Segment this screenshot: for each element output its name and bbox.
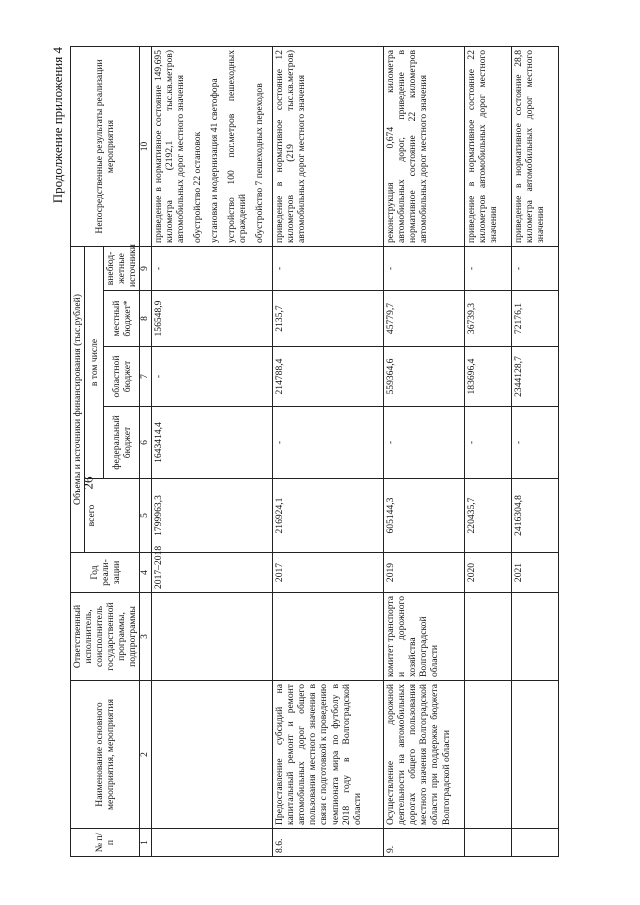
cell-federal: -	[273, 407, 384, 479]
cell-local: 36739,3	[465, 291, 512, 347]
cell-executor	[152, 593, 273, 681]
column-number-row	[140, 46, 152, 856]
cell-no	[152, 829, 273, 857]
cell-federal: -	[384, 407, 465, 479]
table-row	[384, 46, 465, 856]
cell-year: 2019	[384, 553, 465, 593]
header-funding: Объемы и источники финансирования (тыс.рублей)	[71, 246, 85, 552]
page-number: 26	[80, 476, 96, 490]
cell-executor	[273, 593, 384, 681]
cell-local: 72176,1	[512, 291, 559, 347]
cell-local: 156548,9	[152, 291, 273, 347]
cell-total: 220435,7	[465, 479, 512, 553]
column-number: 4	[140, 553, 152, 593]
cell-results	[512, 46, 559, 246]
cell-results	[273, 46, 384, 246]
column-number: 5	[140, 479, 152, 553]
cell-regional: 214788,4	[273, 347, 384, 407]
result-item: приведение в нормативное состояние 28,8 километра автомобильных дорог местного значения	[513, 49, 547, 243]
cell-year: 2021	[512, 553, 559, 593]
header-local: местный бюджет*	[104, 291, 140, 347]
column-number: 7	[140, 347, 152, 407]
result-item: реконструкция 0,674 километра автомобильных дорог, приведение в нормативное состояние 22 километров автомобильных дорог местного значения	[385, 49, 430, 243]
cell-federal: 1643414,4	[152, 407, 273, 479]
header-regional: областной бюджет	[104, 347, 140, 407]
header-total: всего	[85, 479, 140, 553]
result-item: приведение в нормативное состояние 149,695 километра (2192,1 тыс.кв.метров) автомобильных дорог местного значения	[153, 49, 187, 243]
cell-total: 216924,1	[273, 479, 384, 553]
header-year: Год реали-зации	[71, 553, 140, 593]
column-number: 8	[140, 291, 152, 347]
cell-year: 2017–2018	[152, 553, 273, 593]
header-row-1	[71, 46, 85, 856]
cell-results	[465, 46, 512, 246]
cell-total: 1799963,3	[152, 479, 273, 553]
cell-name: Осуществление дорожной деятельности на автомобильных дорогах общего пользования местного значения Волгоградской области при поддержке бюджета Волгоградской области	[384, 681, 465, 829]
table-row	[512, 46, 559, 856]
cell-year: 2017	[273, 553, 384, 593]
rotated-page	[50, 47, 590, 857]
column-number: 2	[140, 681, 152, 829]
result-item: установка и модернизация 41 светофора	[209, 78, 221, 243]
cell-year: 2020	[465, 553, 512, 593]
cell-executor	[465, 593, 512, 681]
cell-extra: -	[384, 246, 465, 290]
activities-table	[70, 46, 559, 857]
column-number: 1	[140, 829, 152, 857]
result-item: приведение в нормативное состояние 22 километров автомобильных дорог местного значения	[466, 49, 500, 243]
cell-name	[512, 681, 559, 829]
cell-no: 8.6.	[273, 829, 384, 857]
column-number: 10	[140, 46, 152, 246]
cell-name: Предоставление субсидий на капитальный ремонт и ремонт автомобильных дорог общего пользования местного значения в связи с подготовкой к проведению чемпионата мира по футболу в 2018 году в Волгоградской области	[273, 681, 384, 829]
cell-executor	[512, 593, 559, 681]
cell-no: 9.	[384, 829, 465, 857]
cell-name	[152, 681, 273, 829]
cell-extra: -	[512, 246, 559, 290]
cell-executor: комитет транспорта и дорожного хозяйства Волгоградской области	[384, 593, 465, 681]
cell-extra: -	[465, 246, 512, 290]
header-federal: федеральный бюджет	[104, 407, 140, 479]
cell-regional: 183696,4	[465, 347, 512, 407]
cell-regional: -	[152, 347, 273, 407]
column-number: 6	[140, 407, 152, 479]
cell-federal: -	[512, 407, 559, 479]
cell-total: 605144,3	[384, 479, 465, 553]
column-number: 3	[140, 593, 152, 681]
cell-no	[512, 829, 559, 857]
table-row	[152, 46, 273, 856]
cell-results	[384, 46, 465, 246]
cell-name	[465, 681, 512, 829]
header-executor: Ответственный исполнитель, соисполнитель государственной программы, подпрограммы	[71, 593, 140, 681]
cell-local: 2135,7	[273, 291, 384, 347]
cell-local: 45779,7	[384, 291, 465, 347]
cell-total: 2416304,8	[512, 479, 559, 553]
cell-extra: -	[152, 246, 273, 290]
table-row	[465, 46, 512, 856]
table-row	[273, 46, 384, 856]
column-number: 9	[140, 246, 152, 290]
cell-regional: 2344128,7	[512, 347, 559, 407]
cell-federal: -	[465, 407, 512, 479]
cell-results	[152, 46, 273, 246]
appendix-caption: Продолжение приложения 4	[50, 47, 65, 204]
result-item: обустройство 22 остановок	[192, 131, 204, 243]
header-extra: внебюд-жетные источники	[104, 246, 140, 290]
cell-regional: 559364,6	[384, 347, 465, 407]
header-incl: в том числе	[85, 246, 104, 478]
result-item: обустройство 7 пешеходных переходов	[254, 83, 266, 243]
header-name: Наименование основного мероприятия, мероприятия	[71, 681, 140, 829]
header-results: Непосредственные результаты реализации мероприятия	[71, 46, 140, 246]
cell-no	[465, 829, 512, 857]
result-item: приведение в нормативное состояние 12 километров (219 тыс.кв.метров) автомобильных дорог местного значения	[274, 49, 308, 243]
cell-extra: -	[273, 246, 384, 290]
header-no: № п/п	[71, 829, 140, 857]
result-item: устройство 100 пог.метров пешеходных ограждений	[226, 49, 249, 243]
